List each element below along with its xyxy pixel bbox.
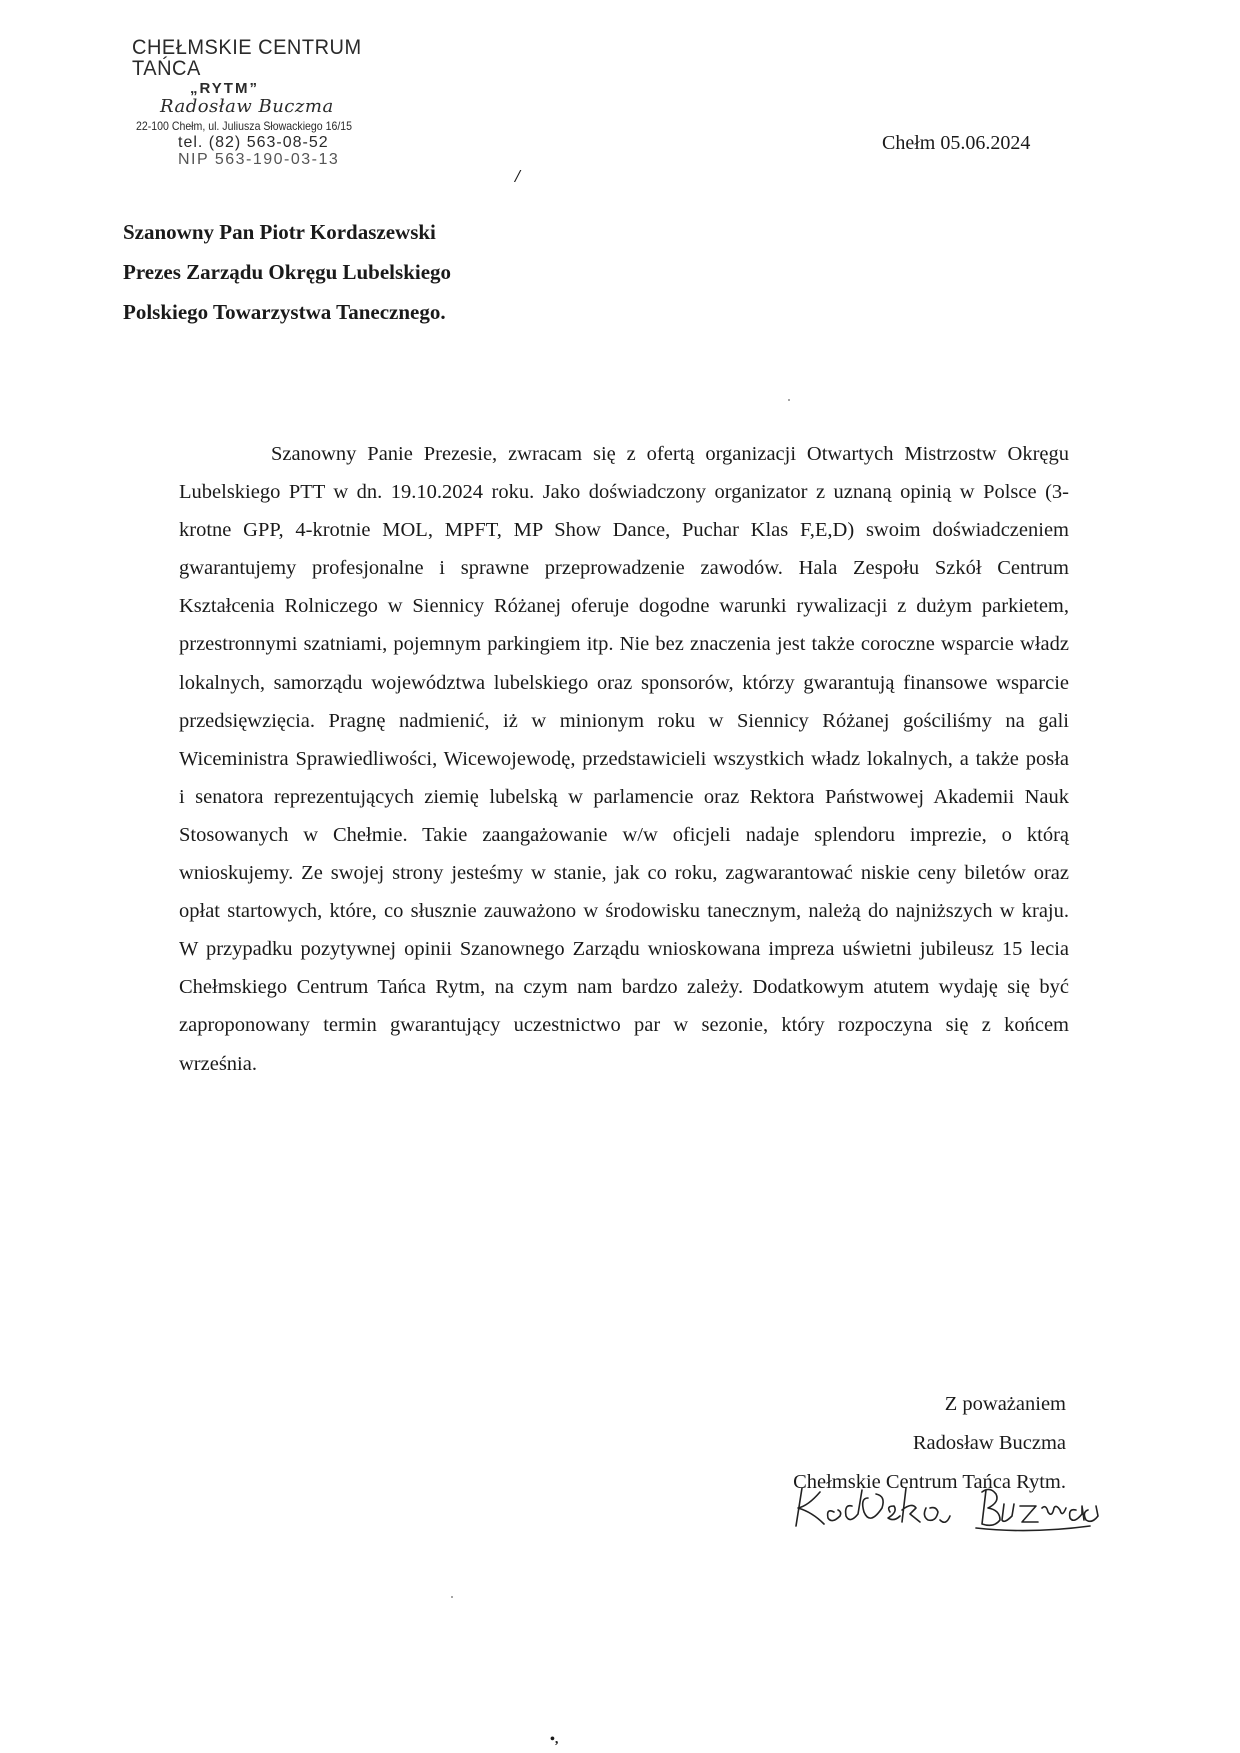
letter-body: Szanowny Panie Prezesie, zwracam się z ofertą organizacji Otwartych Mistrzostw Okręgu Lubelskiego PTT w dn. 19.10.2024 roku. Jako doświadczony organizator z uznaną opinią w Polsce (3-krotne GPP, 4-krotnie MOL, MPFT, MP Show Dance, Puchar Klas F,E,D) swoim doświadczeniem gwarantujemy profesjonalne i sprawne przeprowadzenie zawodów. Hala Zespołu Szkół Centrum Kształcenia Rolniczego w Siennicy Różanej oferuje dogodne warunki rywalizacji z dużym parkietem, przestronnymi szatniami, pojemnym parkingiem itp. Nie bez znaczenia jest także coroczne wsparcie władz lokalnych, samorządu województwa lubelskiego oraz sponsorów, którzy gwarantują finansowe wsparcie przedsięwzięcia. Pragnę nadmienić, iż w minionym roku w Siennicy Różanej gościliśmy na gali Wiceministra Sprawiedliwości, Wicewojewodę, przedstawicieli wszystkich władz lokalnych, a także posła i senatora reprezentujących ziemię lubelską w parlamencie oraz Rektora Państwowej Akademii Nauk Stosowanych w Chełmie. Takie zaangażowanie w/w oficjeli nadaje splendoru imprezie, o którą wnioskujemy. Ze swojej strony jesteśmy w stanie, jak co roku, zagwarantować niskie ceny biletów oraz opłat startowych, które, co słusznie zauważono w środowisku tanecznym, należą do najniższych w kraju. W przypadku pozytywnej opinii Szanownego Zarządu wnioskowana impreza uświetni jubileusz 15 lecia Chełmskiego Centrum Tańca Rytm, na czym nam bardzo zależy. Dodatkowym atutem wydaję się być zaproponowany termin gwarantujący uczestnictwo par w sezonie, który rozpoczyna się z końcem września. [179, 443, 1069, 1075]
letter-date: Chełm 05.06.2024 [882, 132, 1031, 154]
stamp-address: 22-100 Chełm, ul. Juliusza Słowackiego 16/15 [136, 119, 353, 133]
closing-sender-name: Radosław Buczma [912, 1432, 1066, 1454]
recipient-title: Prezes Zarządu Okręgu Lubelskiego [123, 260, 452, 284]
stamp-phone: tel. (82) 563-08-52 [178, 134, 329, 151]
closing-salutation: Z poważaniem [944, 1393, 1066, 1415]
company-stamp [132, 35, 432, 168]
recipient-block [123, 218, 451, 338]
closing-sender-organization: Chełmskie Centrum Tańca Rytm. [793, 1471, 1066, 1493]
stamp-owner: Radosław Buczma [160, 96, 334, 117]
stamp-company-name: CHEŁMSKIE CENTRUM TAŃCA [132, 35, 362, 81]
scan-speck [451, 1596, 453, 1598]
stamp-brand: „RYTM” [190, 80, 259, 97]
recipient-name: Szanowny Pan Piotr Kordaszewski [123, 220, 436, 244]
stamp-nip: NIP 563-190-03-13 [178, 151, 340, 168]
scan-speck [788, 399, 790, 401]
handwritten-signature [790, 1468, 1120, 1548]
scan-mark: •, [550, 1732, 559, 1747]
recipient-organization: Polskiego Towarzystwa Tanecznego. [123, 300, 446, 324]
ink-mark: / [515, 166, 521, 186]
